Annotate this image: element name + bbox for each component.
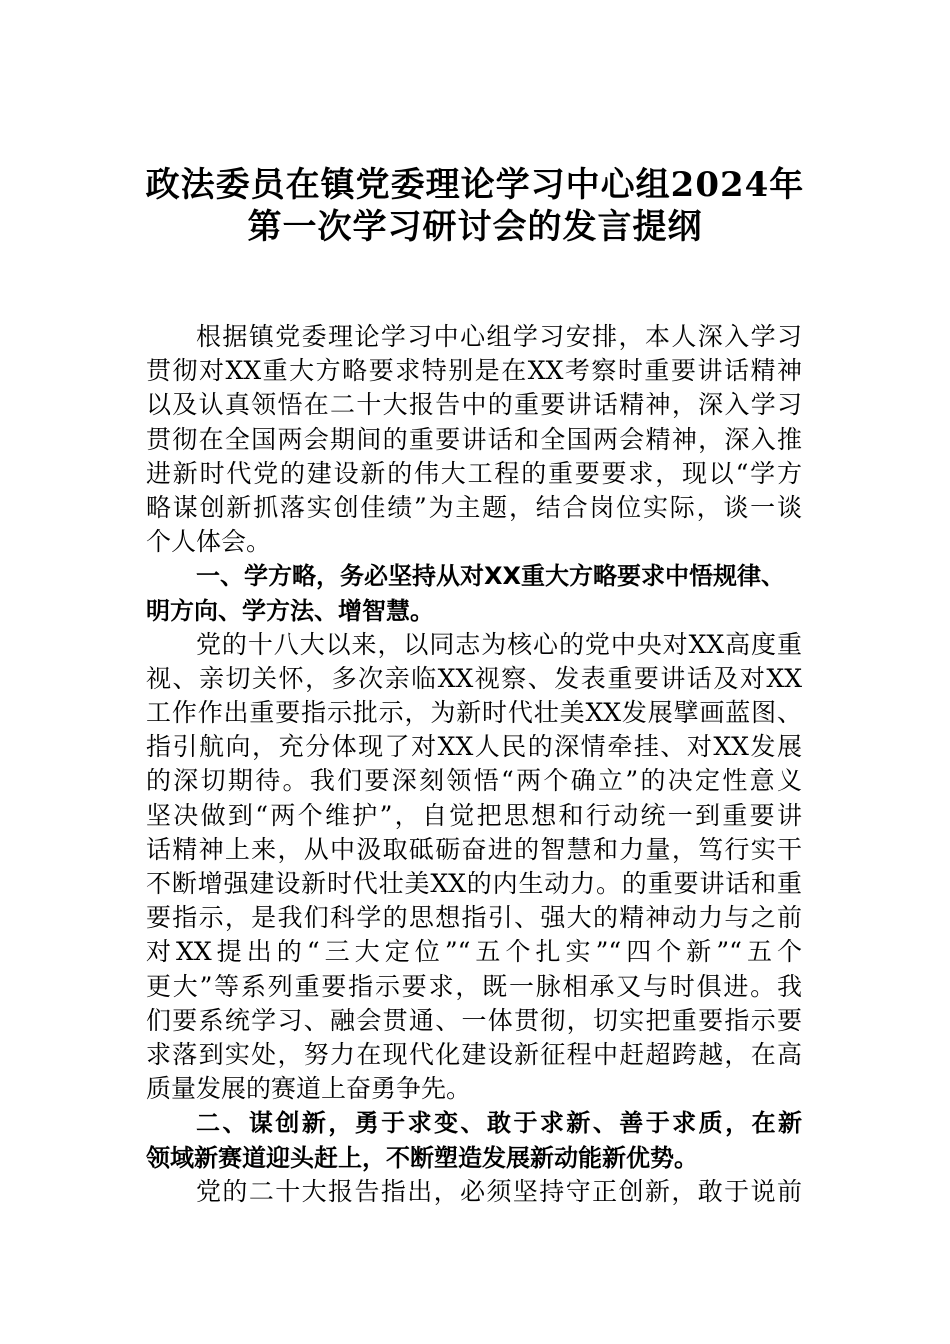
section-heading-line: 一、学方略，务必坚持从对XX重大方略要求中悟规律、 [196, 562, 786, 591]
paragraph-line: 求落到实处，努力在现代化建设新征程中赶超跨越，在高 [146, 1039, 802, 1069]
document-title-line-1: 政法委员在镇党委理论学习中心组2024年 [145, 165, 805, 205]
paragraph-line: 指引航向，充分体现了对XX人民的深情牵挂、对XX发展 [146, 732, 802, 762]
paragraph-line: 更大”等系列重要指示要求，既一脉相承又与时俱进。我 [146, 971, 802, 1001]
paragraph-line: 以及认真领悟在二十大报告中的重要讲话精神，深入学习 [146, 390, 802, 420]
section-heading-line: 二、谋创新，勇于求变、敢于求新、善于求质，在新 [196, 1109, 802, 1138]
paragraph-line: 个人体会。 [146, 527, 272, 557]
paragraph-line: 坚决做到“两个维护”，自觉把思想和行动统一到重要讲 [146, 800, 802, 830]
paragraph-line: 质量发展的赛道上奋勇争先。 [146, 1074, 472, 1104]
paragraph-line: 要指示，是我们科学的思想指引、强大的精神动力与之前 [146, 903, 802, 933]
paragraph-line: 话精神上来，从中汲取砥砺奋进的智慧和力量，笃行实干 [146, 834, 802, 864]
paragraph-line: 对XX提出的“三大定位”“五个扎实”“四个新”“五个 [146, 937, 802, 967]
document-body [146, 320, 836, 1209]
paragraph-line: 略谋创新抓落实创佳绩”为主题，结合岗位实际，谈一谈 [146, 492, 802, 522]
paragraph-line: 贯彻对XX重大方略要求特别是在XX考察时重要讲话精神 [146, 356, 802, 386]
paragraph-line: 根据镇党委理论学习中心组学习安排，本人深入学习 [196, 322, 802, 351]
paragraph-line: 贯彻在全国两会期间的重要讲话和全国两会精神，深入推 [146, 424, 802, 454]
document-title-line-2: 第一次学习研讨会的发言提纲 [247, 207, 703, 247]
paragraph-line: 工作作出重要指示批示，为新时代壮美XX发展擘画蓝图、 [146, 698, 802, 728]
paragraph-line: 们要系统学习、融会贯通、一体贯彻，切实把重要指示要 [146, 1005, 802, 1035]
paragraph-line: 党的十八大以来，以同志为核心的党中央对XX高度重 [196, 629, 802, 659]
section-heading-line: 领域新赛道迎头赶上，不断塑造发展新动能新优势。 [146, 1143, 698, 1172]
paragraph-line: 党的二十大报告指出，必须坚持守正创新，敢于说前 [196, 1176, 802, 1206]
paragraph-line: 进新时代党的建设新的伟大工程的重要要求，现以“学方 [146, 458, 802, 488]
section-heading-line: 明方向、学方法、增智慧。 [146, 596, 434, 625]
paragraph-line: 的深切期待。我们要深刻领悟“两个确立”的决定性意义 [146, 766, 802, 796]
paragraph-line: 不断增强建设新时代壮美XX的内生动力。的重要讲话和重 [146, 869, 802, 898]
paragraph-line: 视、亲切关怀，多次亲临XX视察、发表重要讲话及对XX [146, 663, 802, 693]
